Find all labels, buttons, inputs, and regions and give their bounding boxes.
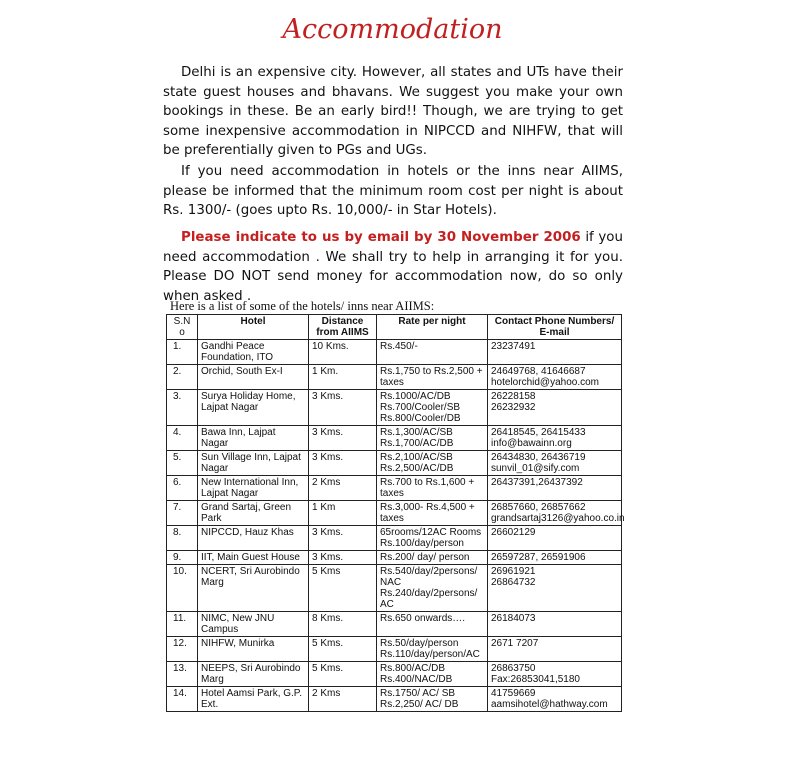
cell-contact: [488, 501, 625, 526]
table-row: [167, 526, 622, 551]
contact-line: 26418545, 26415433: [491, 427, 586, 438]
cell-distance: 5 Kms.: [309, 662, 377, 687]
table-row: [167, 340, 622, 365]
contact-line: 41759669: [491, 688, 536, 699]
rate-line: Rs.700/Cooler/SB: [380, 402, 461, 413]
rate-line: Rs.450/-: [380, 341, 418, 352]
cell-sno: 7.: [167, 501, 198, 526]
rate-line: Rs.50/day/person: [380, 638, 459, 649]
rate-line: Rs.1750/ AC/ SB: [380, 688, 456, 699]
cell-sno: 5.: [167, 451, 198, 476]
cell-hotel: IIT, Main Guest House: [198, 551, 309, 565]
contact-line: 26864732: [491, 577, 536, 588]
table-row: [167, 365, 622, 390]
rate-line: Rs.100/day/person: [380, 538, 464, 549]
cell-distance: 1 Km: [309, 501, 377, 526]
rate-line: Rs.700 to Rs.1,600 + taxes: [380, 477, 475, 499]
cell-sno: 10.: [167, 565, 198, 612]
cell-rate: [377, 612, 488, 637]
contact-line: Fax:26853041,5180: [491, 674, 580, 685]
table-row: [167, 662, 622, 687]
contact-line: sunvil_01@sify.com: [491, 463, 580, 474]
contact-line: 24649768, 41646687: [491, 366, 586, 377]
rate-line: Rs.650 onwards….: [380, 613, 466, 624]
cell-rate: [377, 476, 488, 501]
cell-sno: 11.: [167, 612, 198, 637]
hotel-cost-text: If you need accommodation in hotels or the inns near AIIMS, please be informed that the minimum room cost per night is about Rs. 1300/- (goes upto Rs. 10,000/- in Star Hotels).: [163, 164, 623, 218]
cell-contact: [488, 612, 622, 637]
contact-line: 26232932: [491, 402, 536, 413]
table-row: [167, 551, 622, 565]
table-caption: Here is a list of some of the hotels/ inns near AIIMS:: [170, 299, 435, 313]
header-distance: Distance from AIIMS: [309, 315, 377, 340]
cell-distance: 3 Kms.: [309, 426, 377, 451]
contact-line: grandsartaj3126@yahoo.co.in: [491, 513, 625, 524]
contact-line: info@bawainn.org: [491, 438, 572, 449]
cell-rate: [377, 340, 488, 365]
table-body: [167, 340, 625, 712]
cell-sno: 8.: [167, 526, 198, 551]
header-rate: Rate per night: [377, 315, 488, 340]
cell-rate: [377, 637, 488, 662]
rate-line: Rs.2,250/ AC/ DB: [380, 699, 459, 710]
cell-distance: 3 Kms.: [309, 526, 377, 551]
cell-rate: [377, 526, 488, 551]
table-row: [167, 451, 622, 476]
header-sno: S.N o: [167, 315, 198, 340]
contact-line: 26597287, 26591906: [491, 552, 586, 563]
contact-line: 26228158: [491, 391, 536, 402]
cell-contact: [488, 565, 622, 612]
table-header-row: [167, 315, 622, 340]
rate-line: Rs.240/day/2persons/ AC: [380, 588, 478, 610]
cell-contact: [488, 637, 622, 662]
cell-sno: 13.: [167, 662, 198, 687]
page-title: Accommodation: [282, 14, 503, 45]
cell-hotel: Hotel Aamsi Park, G.P. Ext.: [198, 687, 309, 712]
table-row: [167, 612, 622, 637]
cell-distance: 3 Kms.: [309, 390, 377, 426]
cell-rate: [377, 451, 488, 476]
cell-sno: 9.: [167, 551, 198, 565]
contact-line: 2671 7207: [491, 638, 539, 649]
contact-line: 26437391,26437392: [491, 477, 583, 488]
cell-distance: 3 Kms.: [309, 551, 377, 565]
intro-paragraph: [163, 63, 623, 161]
cell-contact: [488, 526, 622, 551]
contact-line: 26184073: [491, 613, 536, 624]
cell-hotel: NCERT, Sri Aurobindo Marg: [198, 565, 309, 612]
cell-sno: 14.: [167, 687, 198, 712]
rate-line: Rs.200/ day/ person: [380, 552, 470, 563]
email-deadline-notice: Please indicate to us by email by 30 November 2006: [181, 230, 581, 245]
cell-rate: [377, 551, 488, 565]
cell-hotel: Sun Village Inn, Lajpat Nagar: [198, 451, 309, 476]
contact-line: 26863750: [491, 663, 536, 674]
cell-rate: [377, 501, 488, 526]
cell-contact: [488, 551, 622, 565]
rate-line: Rs.2,100/AC/SB: [380, 452, 453, 463]
intro-text: Delhi is an expensive city. However, all states and UTs have their state guest houses and bhavans. We suggest you make your own bookings in these. Be an early bird!! Though, we are trying to get some inexpensive accommodation in NIPCCD and NIHFW, that will be preferentially given to PGs and UGs.: [163, 65, 623, 158]
contact-line: 23237491: [491, 341, 536, 352]
cell-sno: 3.: [167, 390, 198, 426]
cell-contact: [488, 476, 622, 501]
cell-hotel: NIMC, New JNU Campus: [198, 612, 309, 637]
cell-contact: [488, 365, 622, 390]
header-hotel: Hotel: [198, 315, 309, 340]
cell-distance: 1 Km.: [309, 365, 377, 390]
cell-distance: 2 Kms: [309, 476, 377, 501]
cell-rate: [377, 565, 488, 612]
table-row: [167, 426, 622, 451]
cell-hotel: Surya Holiday Home, Lajpat Nagar: [198, 390, 309, 426]
hotels-table: [166, 314, 625, 712]
table-row: [167, 687, 622, 712]
cell-distance: 10 Kms.: [309, 340, 377, 365]
contact-line: 26857660, 26857662: [491, 502, 586, 513]
table-row: [167, 390, 622, 426]
cell-distance: 5 Kms.: [309, 637, 377, 662]
cell-distance: 3 Kms.: [309, 451, 377, 476]
cell-contact: [488, 451, 622, 476]
cell-distance: 5 Kms: [309, 565, 377, 612]
table-row: [167, 501, 622, 526]
contact-line: aamsihotel@hathway.com: [491, 699, 608, 710]
cell-rate: [377, 662, 488, 687]
cell-sno: 4.: [167, 426, 198, 451]
cell-sno: 6.: [167, 476, 198, 501]
cell-hotel: New International Inn, Lajpat Nagar: [198, 476, 309, 501]
rate-line: Rs.1,700/AC/DB: [380, 438, 454, 449]
rate-line: 65rooms/12AC Rooms: [380, 527, 482, 538]
rate-line: Rs.400/NAC/DB: [380, 674, 453, 685]
rate-line: Rs.110/day/person/AC: [380, 649, 480, 660]
email-request-paragraph: [163, 228, 623, 306]
cell-hotel: NEEPS, Sri Aurobindo Marg: [198, 662, 309, 687]
contact-line: 26961921: [491, 566, 536, 577]
rate-line: Rs.800/AC/DB: [380, 663, 446, 674]
cell-rate: [377, 390, 488, 426]
cell-hotel: Gandhi Peace Foundation, ITO: [198, 340, 309, 365]
header-contact: Contact Phone Numbers/ E-mail: [488, 315, 622, 340]
cell-contact: [488, 340, 622, 365]
cell-hotel: Grand Sartaj, Green Park: [198, 501, 309, 526]
cell-rate: [377, 426, 488, 451]
rate-line: Rs.800/Cooler/DB: [380, 413, 461, 424]
rate-line: Rs.1,750 to Rs.2,500 + taxes: [380, 366, 483, 388]
cell-hotel: NIPCCD, Hauz Khas: [198, 526, 309, 551]
rate-line: Rs.2,500/AC/DB: [380, 463, 454, 474]
cell-sno: 2.: [167, 365, 198, 390]
cell-rate: [377, 687, 488, 712]
contact-line: 26434830, 26436719: [491, 452, 586, 463]
cell-contact: [488, 662, 622, 687]
rate-line: Rs.3,000- Rs.4,500 + taxes: [380, 502, 475, 524]
contact-line: hotelorchid@yahoo.com: [491, 377, 599, 388]
rate-line: Rs.1,300/AC/SB: [380, 427, 453, 438]
cell-contact: [488, 390, 622, 426]
cell-hotel: Orchid, South Ex-I: [198, 365, 309, 390]
hotel-cost-paragraph: [163, 162, 623, 221]
cell-contact: [488, 687, 622, 712]
cell-distance: 2 Kms: [309, 687, 377, 712]
table-row: [167, 565, 622, 612]
table-row: [167, 637, 622, 662]
cell-sno: 12.: [167, 637, 198, 662]
cell-hotel: Bawa Inn, Lajpat Nagar: [198, 426, 309, 451]
cell-rate: [377, 365, 488, 390]
email-request-text: if you need accommodation . We shall try to help in arranging it for you. Please DO NOT send money for accommodation now, do so only when asked .: [163, 230, 623, 304]
cell-contact: [488, 426, 622, 451]
rate-line: Rs.540/day/2persons/ NAC: [380, 566, 478, 588]
cell-hotel: NIHFW, Munirka: [198, 637, 309, 662]
cell-sno: 1.: [167, 340, 198, 365]
rate-line: Rs.1000/AC/DB: [380, 391, 451, 402]
table-row: [167, 476, 622, 501]
contact-line: 26602129: [491, 527, 536, 538]
cell-distance: 8 Kms.: [309, 612, 377, 637]
